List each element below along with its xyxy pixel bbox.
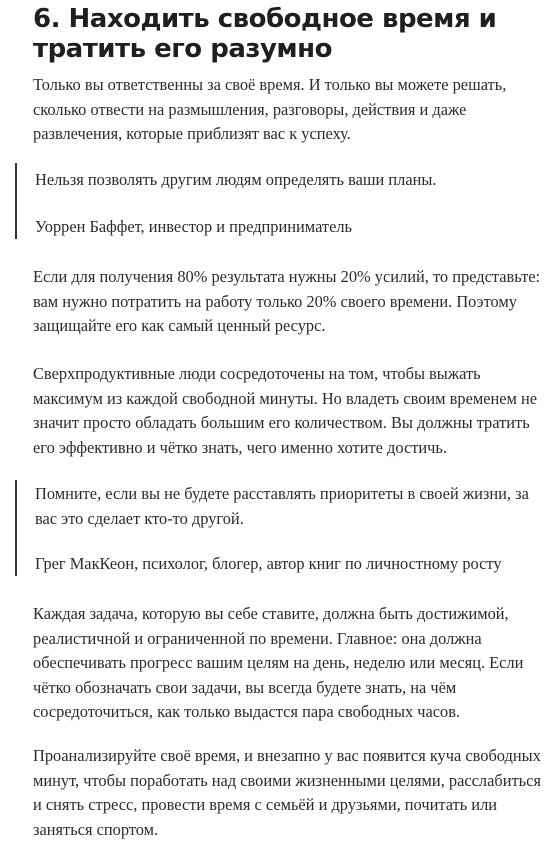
- paragraph-analyze-time: Проанализируйте своё время, и внезапно у вас появится куча свободных минут, чтобы поработать над своими жизненными целями, расслабиться и снять стресс, провести время с семьёй и друзьями, почитать или заняться спортом.: [33, 746, 541, 839]
- paragraph-superproductive: Сверхпродуктивные люди сосредоточены на том, чтобы выжать максимум из каждой свободной минуты. Но владеть своим временем не значит просто обладать большим его количеством. Вы должны тратить его эффективно и чётко знать, чего именно хотите достичь.: [33, 364, 538, 457]
- paragraph-tasks: Каждая задача, которую вы себе ставите, должна быть достижимой, реалистичной и ограниченной по времени. Главное: она должна обеспечивать прогресс вашим целям на день, неделю или месяц. Если чётко обозначать свои задачи, вы всегда будете знать, на чём сосредоточиться, как только выдастся пара свободных часов.: [33, 604, 524, 721]
- quote-author: Грег МакКеон, психолог, блогер, автор книг по личностному росту: [35, 554, 502, 573]
- section-heading: 6. Находить свободное время и тратить его разумно: [33, 4, 497, 64]
- blockquote-mckeown: [15, 480, 552, 576]
- quote-text: Помните, если вы не будете расставлять приоритеты в своей жизни, за вас это сделает кто-то другой.: [35, 484, 529, 528]
- paragraph-80-20: Если для получения 80% результата нужны 20% усилий, то представьте: вам нужно потратить на работу только 20% своего времени. Поэтому защищайте его как самый ценный ресурс.: [33, 267, 541, 335]
- paragraph-intro: Только вы ответственны за своё время. И только вы можете решать, сколько отвести на размышления, разговоры, действия и даже развлечения, которые приблизят вас к успеху.: [33, 75, 507, 143]
- quote-text: Нельзя позволять другим людям определять ваши планы.: [35, 170, 437, 189]
- blockquote-buffett: [15, 163, 552, 239]
- quote-author: Уоррен Баффет, инвестор и предприниматель: [35, 217, 353, 236]
